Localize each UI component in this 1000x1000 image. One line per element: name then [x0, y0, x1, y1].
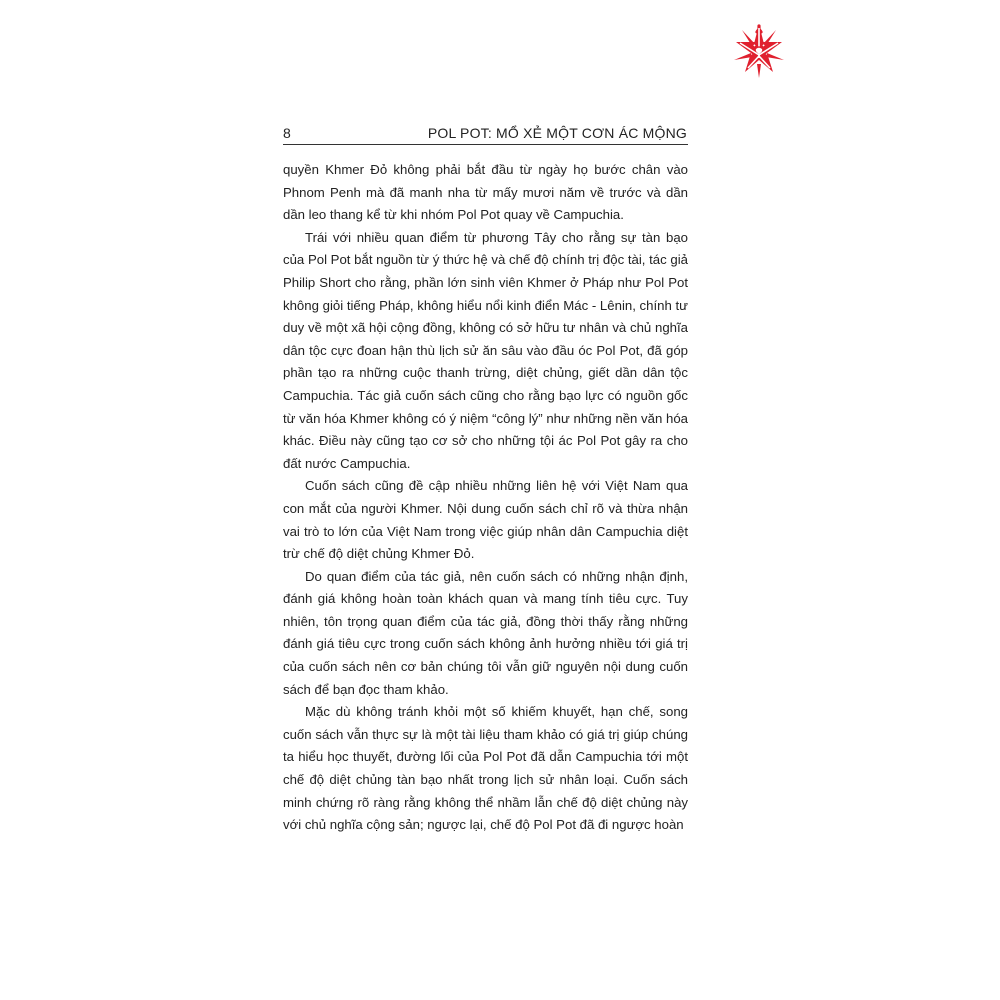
paragraph: Cuốn sách cũng đề cập nhiều những liên hệ với Việt Nam qua con mắt của người Khmer. Nội dung cuốn sách chỉ rõ và thừa nhận vai trò to lớn của Việt Nam trong việc giúp nhân dân Campuchia diệt trừ chế độ diệt chủng Khmer Đỏ. — [283, 478, 688, 562]
red-star-publisher-logo-icon — [728, 20, 790, 82]
page-number: 8 — [283, 125, 291, 141]
running-title: POL POT: MỔ XẺ MỘT CƠN ÁC MỘNG — [427, 125, 687, 141]
paragraph: Trái với nhiều quan điểm từ phương Tây cho rằng sự tàn bạo của Pol Pot bắt nguồn từ ý thức hệ và chế độ chính trị độc tài, tác giả Philip Short cho rằng, phần lớn sinh viên Khmer ở Pháp như Pol Pot không giỏi tiếng Pháp, không hiểu nổi kinh điển Mác - Lênin, chính tư duy về một xã hội cộng đồng, không có sở hữu tư nhân và chủ nghĩa dân tộc cực đoan hận thù lịch sử ăn sâu vào đầu óc Pol Pot, đã góp phần tạo ra những cuộc thanh trừng, diệt chủng, giết dần dân tộc Campuchia. Tác giả cuốn sách cũng cho rằng bạo lực có nguồn gốc từ văn hóa Khmer không có ý niệm “công lý” như những nền văn hóa khác. Điều này cũng tạo cơ sở cho những tội ác Pol Pot gây ra cho đất nước Campuchia. — [283, 229, 688, 471]
paragraph: Do quan điểm của tác giả, nên cuốn sách có những nhận định, đánh giá không hoàn toàn khách quan và mang tính tiêu cực. Tuy nhiên, tôn trọng quan điểm của tác giả, đồng thời thấy rằng những đánh giá tiêu cực trong cuốn sách không ảnh hưởng nhiều tới giá trị của cuốn sách nên cơ bản chúng tôi vẫn giữ nguyên nội dung cuốn sách để bạn đọc tham khảo. — [283, 568, 688, 697]
star-logo-icon — [728, 20, 790, 82]
paragraph: Mặc dù không tránh khỏi một số khiếm khuyết, hạn chế, song cuốn sách vẫn thực sự là một tài liệu tham khảo có giá trị giúp chúng ta hiểu học thuyết, đường lối của Pol Pot đã dẫn Campuchia tới một chế độ diệt chủng tàn bạo nhất trong lịch sử nhân loại. Cuốn sách minh chứng rõ ràng rằng không thể nhầm lẫn chế độ diệt chủng này với chủ nghĩa cộng sản; ngược lại, chế độ Pol Pot đã đi ngược hoàn — [283, 704, 688, 833]
running-header — [283, 124, 688, 145]
body-text — [283, 159, 688, 837]
paragraph-continued: quyền Khmer Đỏ không phải bắt đầu từ ngày họ bước chân vào Phnom Penh mà đã manh nha từ mấy mươi năm về trước và dần dần leo thang kể từ khi nhóm Pol Pot quay về Campuchia. — [283, 162, 688, 223]
